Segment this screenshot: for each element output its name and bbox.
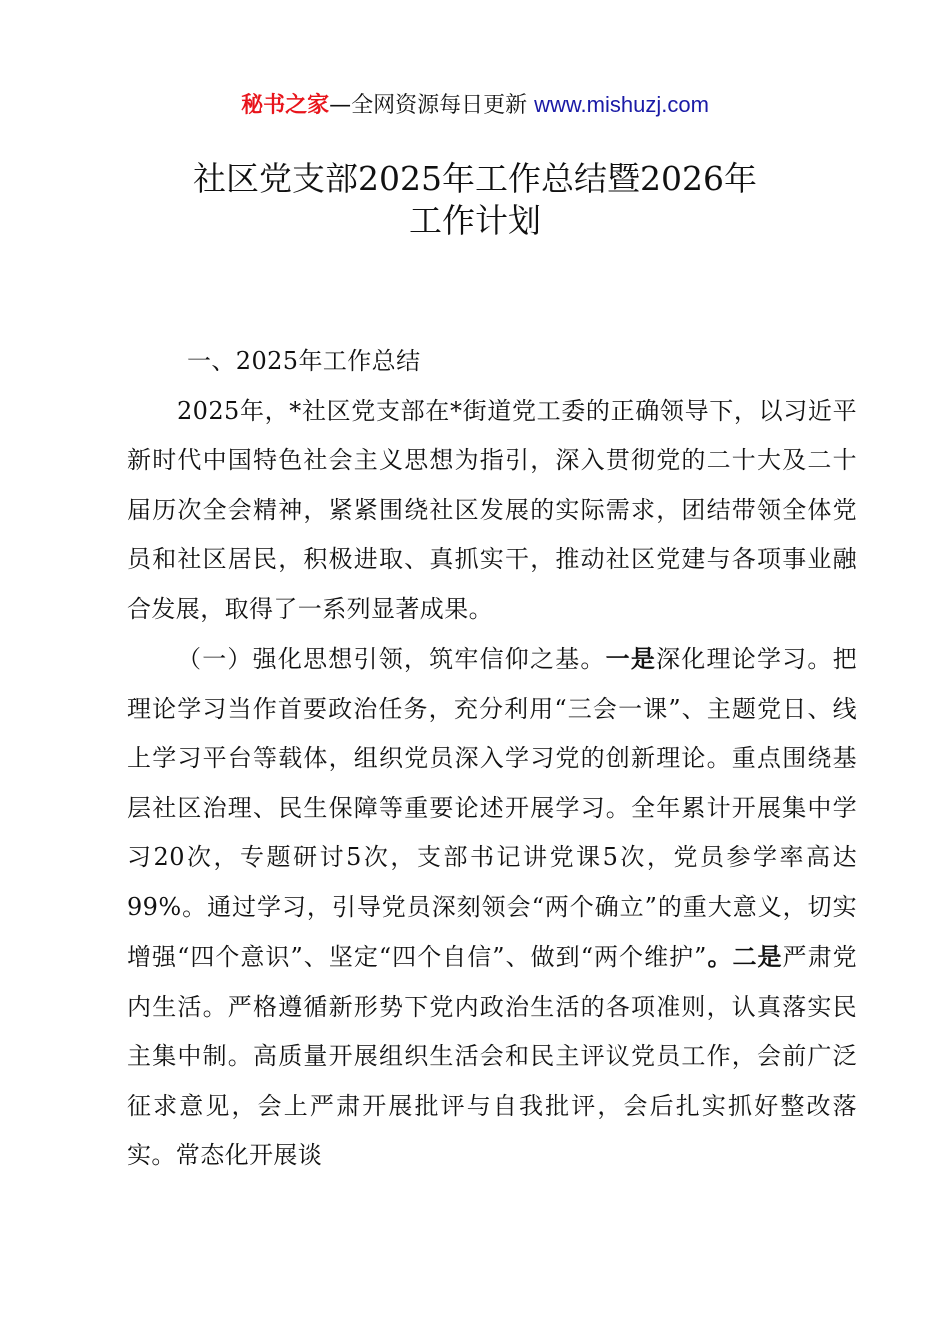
- point-2-label: 。二是: [706, 942, 783, 971]
- point-1-label: 一是: [605, 644, 657, 673]
- point-2-text: 严肃党内生活。严格遵循新形势下党内政治生活的各项准则，认真落实民主集中制。高质量开展组织生活会和民主评议党员工作，会前广泛征求意见，会上严肃开展批评与自我批评，会后扎实抓好整改落实。常态化开展谈: [127, 943, 858, 1169]
- section-heading: 一、2025年工作总结: [187, 347, 421, 375]
- subsection-paragraph: [127, 634, 857, 1181]
- point-1-text: 深化理论学习。把理论学习当作首要政治任务，充分利用“三会一课”、主题党日、线上学习平台等载体，组织党员深入学习党的创新理论。重点围绕基层社区治理、民生保障等重要论述开展学习。全年累计开展集中学习20次，专题研讨5次，支部书记讲党课5次，党员参学率高达99%。通过学习，引导党员深刻领会“两个确立”的重大意义，切实增强“四个意识”、坚定“四个自信”、做到“两个维护”: [127, 645, 857, 971]
- subsection-heading: （一）强化思想引领，筑牢信仰之基。: [177, 645, 606, 673]
- site-url-link[interactable]: www.mishuzj.com: [534, 92, 709, 117]
- site-header: [0, 88, 950, 123]
- document-title: [0, 158, 950, 242]
- site-tagline: —全网资源每日更新: [329, 93, 528, 118]
- title-line-2: 工作计划: [409, 201, 541, 240]
- site-brand: 秘书之家: [241, 93, 330, 118]
- document-body: [127, 337, 857, 1181]
- title-line-1: 社区党支部2025年工作总结暨2026年: [193, 159, 757, 198]
- intro-paragraph: 2025年，*社区党支部在*街道党工委的正确领导下，以习近平新时代中国特色社会主义思想为指引，深入贯彻党的二十大及二十届历次全会精神，紧紧围绕社区发展的实际需求，团结带领全体党员和社区居民，积极进取、真抓实干，推动社区党建与各项事业融合发展，取得了一系列显著成果。: [127, 396, 857, 623]
